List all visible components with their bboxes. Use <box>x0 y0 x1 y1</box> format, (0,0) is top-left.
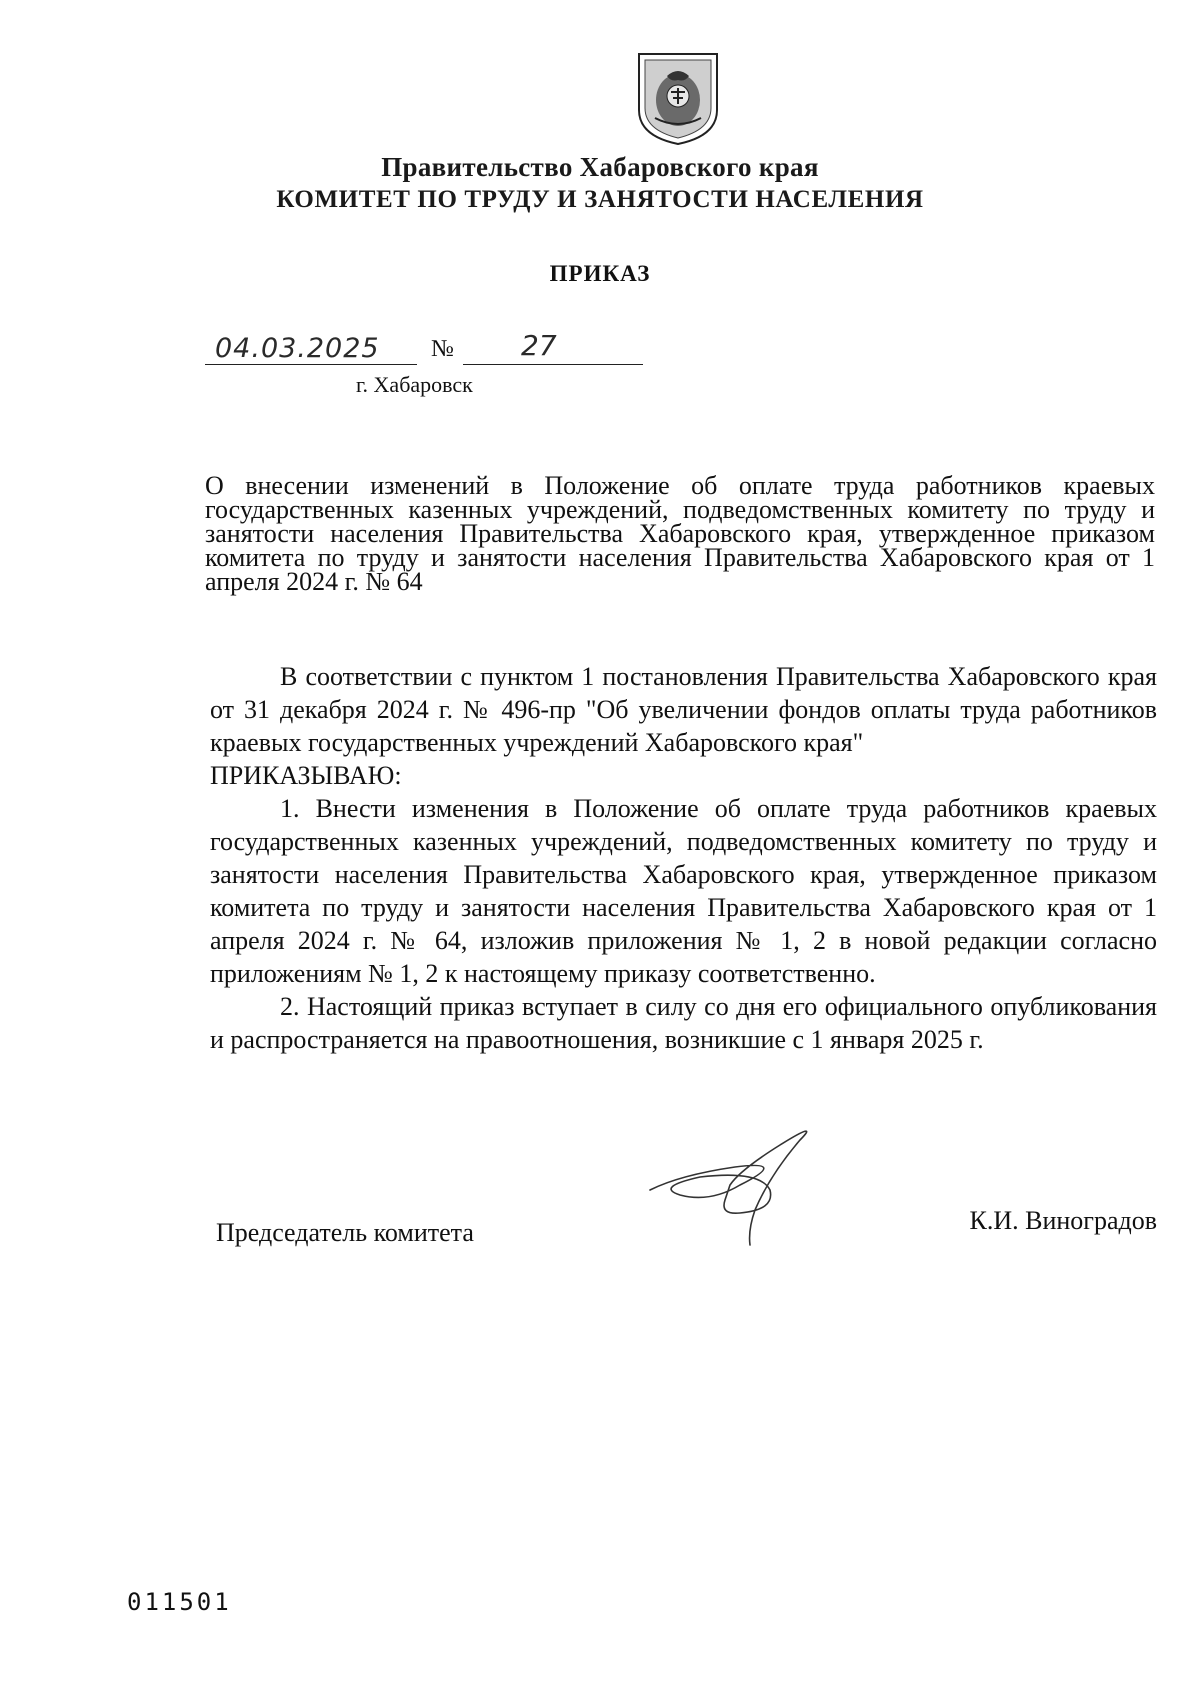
committee-name: КОМИТЕТ ПО ТРУДУ И ЗАНЯТОСТИ НАСЕЛЕНИЯ <box>276 186 924 213</box>
document-type: ПРИКАЗ <box>549 261 651 286</box>
preamble-paragraph: В соответствии с пунктом 1 постановления Правительства Хабаровского края от 31 декабря 2024 г. № 496-пр "Об увеличении фондов оплаты труда работников краевых государственных учреждений Хабаровского края" <box>210 662 1157 757</box>
number-field <box>463 330 643 365</box>
government-name: Правительство Хабаровского края <box>381 152 819 182</box>
document-body <box>210 660 1157 1056</box>
coat-of-arms-icon <box>633 48 723 148</box>
city: г. Хабаровск <box>356 372 473 397</box>
serial-number: 011501 <box>127 1588 232 1616</box>
date-field <box>205 330 417 365</box>
document-subject: О внесении изменений в Положение об оплате труда работников краевых государственных казенных учреждений, подведомственных комитету по труду и занятости населения Правительства Хабаровского края, утвержденное приказом комитета по труду и занятости населения Правительства Хабаровского края от 1 апреля 2024 г. № 64 <box>205 471 1155 596</box>
order-item-2: 2. Настоящий приказ вступает в силу со дня его официального опубликования и распространяется на правоотношения, возникшие с 1 января 2025 г. <box>210 992 1157 1054</box>
signature-icon <box>640 1115 840 1255</box>
signatory-title: Председатель комитета <box>216 1218 474 1247</box>
document-number: 27 <box>521 329 557 362</box>
document-date: 04.03.2025 <box>215 333 380 364</box>
number-label: № <box>431 336 454 362</box>
order-item-1: 1. Внести изменения в Положение об оплате труда работников краевых государственных казенных учреждений, подведомственных комитету по труду и занятости населения Правительства Хабаровского края, утвержденное приказом комитета по труду и занятости населения Правительства Хабаровского края от 1 апреля 2024 г. № 64, изложив приложения № 1, 2 в новой редакции согласно приложениям № 1, 2 к настоящему приказу соответственно. <box>210 794 1157 988</box>
signatory-name: К.И. Виноградов <box>969 1206 1157 1235</box>
order-word: ПРИКАЗЫВАЮ: <box>210 761 402 790</box>
